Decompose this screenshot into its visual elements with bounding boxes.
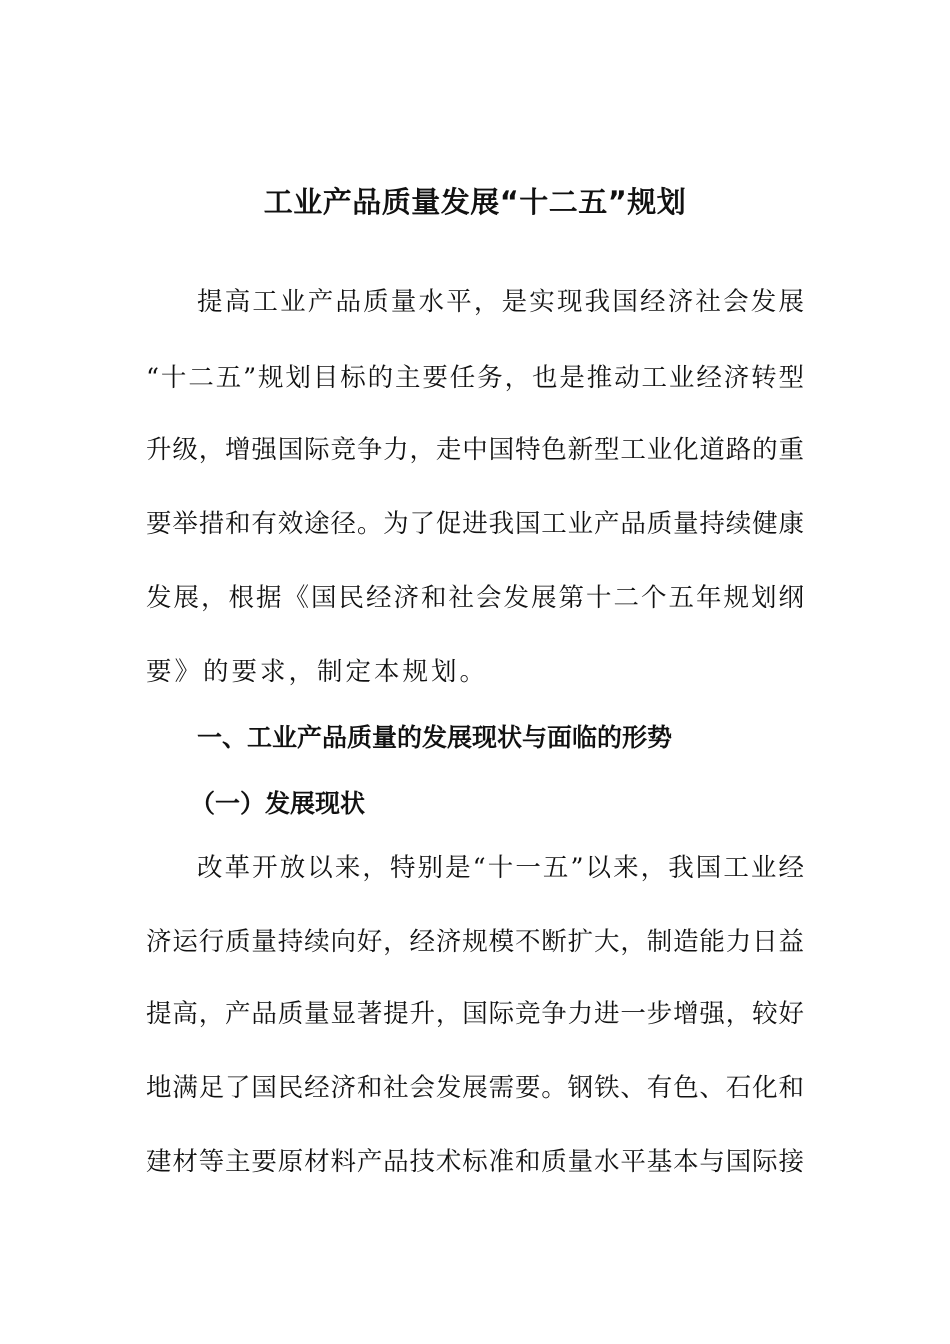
intro-line: 提高工业产品质量水平，是实现我国经济社会发展 xyxy=(197,287,804,317)
intro-line: “十二五”规划目标的主要任务，也是推动工业经济转型 xyxy=(146,363,804,393)
status-line: 济运行质量持续向好，经济规模不断扩大，制造能力日益 xyxy=(146,927,804,957)
status-line: 改革开放以来，特别是“十一五”以来，我国工业经 xyxy=(197,853,804,883)
intro-line: 升级，增强国际竞争力，走中国特色新型工业化道路的重 xyxy=(146,435,804,465)
subsection-heading: （一）发展现状 xyxy=(190,789,366,818)
status-line: 建材等主要原材料产品技术标准和质量水平基本与国际接 xyxy=(146,1147,804,1177)
intro-line: 要举措和有效途径。为了促进我国工业产品质量持续健康 xyxy=(146,509,804,539)
document-title: 工业产品质量发展“十二五”规划 xyxy=(263,185,687,219)
intro-line: 要》的要求，制定本规划。 xyxy=(146,657,489,687)
section-heading: 一、工业产品质量的发展现状与面临的形势 xyxy=(197,723,673,752)
intro-line: 发展，根据《国民经济和社会发展第十二个五年规划纲 xyxy=(146,583,804,613)
status-line: 提高，产品质量显著提升，国际竞争力进一步增强，较好 xyxy=(146,999,804,1029)
status-line: 地满足了国民经济和社会发展需要。钢铁、有色、石化和 xyxy=(146,1073,804,1103)
